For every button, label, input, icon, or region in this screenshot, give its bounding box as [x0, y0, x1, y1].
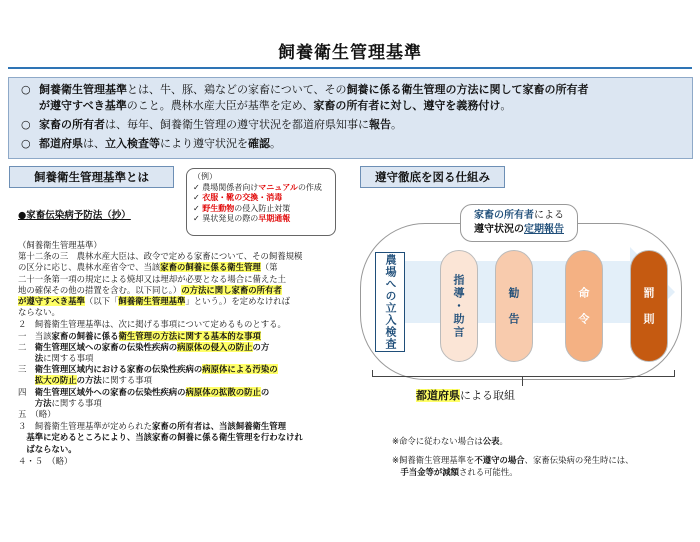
summary-text: 。	[270, 137, 281, 150]
example-text: 異状発見の際の	[202, 214, 259, 223]
summary-text: は、	[83, 137, 105, 150]
summary-text: とは、牛、豚、鶏などの家畜について、その	[127, 83, 347, 96]
report-owner: 家畜の所有者	[474, 210, 534, 221]
law-segment: 衛生管理区域内における家畜の伝染性疾病の	[34, 364, 203, 375]
law-segment: 病原体の拡散の防止	[185, 386, 261, 397]
law-line	[18, 285, 303, 296]
example-item	[193, 193, 329, 204]
law-segment: の方法に関し家畜の所有者	[181, 284, 282, 295]
law-segment: 一 当該	[18, 330, 52, 341]
law-segment: 三	[18, 364, 35, 375]
note-segment: される可能性。	[459, 467, 518, 477]
law-line	[18, 307, 303, 318]
example-item	[193, 214, 329, 225]
law-line	[18, 240, 303, 251]
summary-text: 立入検査等	[105, 137, 160, 150]
periodic-report-box	[460, 204, 578, 242]
note-segment: ※飼養衛生管理基準を	[392, 455, 475, 465]
law-segment: ３ 飼養衛生管理基準が定められた	[18, 421, 152, 432]
law-segment: （飼養衛生管理基準）	[18, 240, 102, 250]
note-segment: 不遵守の場合	[474, 455, 525, 465]
summary-text: は、毎年、飼養衛生管理の遵守状況を都道府県知事に	[105, 118, 369, 131]
law-segment: 二十一条第一項の規定による焼却又は埋却が必要となる場合に備えた土	[18, 273, 286, 284]
law-segment: ならない。	[18, 307, 60, 318]
example-text: 衣服・靴の交換・消毒	[202, 193, 283, 202]
summary-line-4	[21, 137, 281, 151]
law-line	[18, 387, 303, 398]
law-segment: 衛生管理の方法に関する基本的な事項	[118, 330, 261, 341]
note-segment: ※命令に従わない場合は	[392, 436, 483, 446]
enforcement-step: 勧 告	[495, 250, 533, 362]
law-segment: 衛生管理区域外への家畜の伝染性疾病の	[34, 386, 186, 397]
bullet-marker: ○	[21, 137, 31, 150]
law-segment: に関する事項	[51, 397, 102, 408]
law-segment: 病原体による汚染の	[202, 364, 278, 375]
law-line	[18, 331, 303, 342]
law-segment: 四	[18, 386, 35, 397]
note-segment: 、家畜伝染病の発生時には、	[524, 455, 634, 465]
section-header-compliance: 遵守徹底を図る仕組み	[360, 166, 505, 188]
summary-line-3	[21, 118, 402, 132]
note-segment: 公表	[482, 436, 500, 446]
enforcement-step: 指導・助言	[440, 250, 478, 362]
law-segment: 地の確保その他の措置を含む。以下同じ。）	[18, 284, 182, 295]
law-segment: の区分に応じ、農林水産省令で、当該	[18, 262, 161, 273]
prefecture-bracket	[372, 370, 675, 377]
law-segment: 二	[18, 341, 35, 352]
prefecture-label	[416, 387, 515, 403]
example-box	[186, 168, 336, 236]
law-segment: （以下「	[84, 296, 119, 307]
law-segment: 方法	[34, 397, 52, 408]
summary-text: 飼養衛生管理基準	[39, 83, 127, 96]
law-line	[18, 432, 303, 443]
inspection-box: 農場への立入検査	[375, 252, 405, 352]
note-segment: 手当金等が減額	[400, 467, 459, 477]
example-text: の作成	[297, 182, 322, 192]
note-line	[392, 467, 518, 478]
example-item	[193, 204, 329, 215]
report-text: による	[534, 210, 564, 221]
prefecture-rest: による取組	[460, 389, 515, 402]
bullet-marker: ○	[21, 83, 31, 96]
law-segment: 」という。）を定めなければ	[185, 296, 291, 307]
check-icon: ✓	[193, 182, 200, 192]
summary-box	[8, 77, 693, 159]
law-text	[18, 240, 303, 467]
summary-text: 家畜の所有者に対し、遵守を義務付け	[313, 99, 501, 112]
law-line	[18, 398, 303, 409]
law-segment: ばならない。	[26, 443, 77, 454]
summary-text: 家畜の所有者	[39, 118, 105, 131]
summary-text: により遵守状況を	[160, 137, 248, 150]
check-icon: ✓	[193, 203, 200, 213]
law-line	[18, 409, 303, 420]
law-segment: の	[260, 386, 270, 397]
law-segment	[18, 375, 35, 385]
summary-line-1	[21, 83, 589, 97]
law-segment: 家畜の飼養に係る衛生管理	[160, 262, 261, 273]
summary-text: 。	[500, 99, 512, 112]
note-line	[392, 455, 634, 466]
law-segment: が遵守すべき基準	[18, 296, 85, 307]
summary-text: 都道府県	[39, 137, 83, 150]
bullet-marker: ○	[21, 118, 31, 131]
law-subheading: ●家畜伝染病予防法（抄）	[18, 210, 131, 221]
example-text: 農場関係者向け	[202, 182, 259, 192]
check-icon: ✓	[193, 193, 200, 202]
law-line	[18, 251, 303, 262]
example-text: 早期通報	[258, 214, 291, 223]
law-line	[18, 375, 303, 386]
law-segment: 拡大の防止	[34, 375, 77, 386]
summary-text: 確認	[248, 137, 270, 150]
page-title: 飼養衛生管理基準	[278, 43, 422, 63]
law-segment: 病原体の侵入の防止	[177, 341, 253, 352]
prefecture-name: 都道府県	[416, 389, 460, 402]
law-line	[18, 421, 303, 432]
summary-text: のこと。農林水産大臣が基準を定め、	[126, 99, 314, 112]
summary-text: 。	[391, 118, 402, 131]
law-line	[18, 353, 303, 364]
example-item	[193, 183, 329, 194]
title-divider	[8, 67, 692, 69]
law-segment: ４・５ （略）	[18, 455, 73, 466]
law-line	[18, 296, 303, 307]
law-segment: 五 （略）	[18, 409, 56, 420]
enforcement-step: 罰 則	[630, 250, 668, 362]
report-periodic: 定期報告	[524, 224, 564, 235]
summary-text: 飼養に係る衛生管理の方法に関して家畜の所有者	[346, 83, 589, 96]
summary-text: 報告	[369, 118, 391, 131]
summary-line-2	[21, 99, 511, 113]
law-segment: 法	[34, 353, 44, 364]
example-text: の侵入防止対策	[234, 203, 291, 213]
law-segment	[18, 398, 35, 408]
law-segment: 衛生管理区域への家畜の伝染性疾病の	[34, 341, 178, 352]
law-line	[18, 364, 303, 375]
law-segment: に関する事項	[43, 353, 94, 364]
law-segment: の方	[252, 341, 270, 352]
law-line	[18, 262, 303, 273]
law-line	[18, 319, 303, 330]
law-line	[18, 274, 303, 285]
note-segment: 。	[499, 436, 508, 446]
note-line	[392, 436, 508, 447]
law-segment: 飼養衛生管理基準	[118, 296, 186, 307]
law-segment: 第十二条の三 農林水産大臣は、政令で定める家畜について、その飼養規模	[18, 251, 303, 262]
check-icon: ✓	[193, 214, 200, 223]
law-line	[18, 342, 303, 353]
law-line	[18, 444, 303, 455]
law-segment: 家畜の飼養に係る	[51, 330, 119, 341]
law-segment: ２ 飼養衛生管理基準は、次に掲げる事項について定めるものとする。	[18, 319, 286, 330]
prefecture-bracket-tick	[522, 376, 523, 386]
example-label: （例）	[193, 172, 217, 181]
report-text: 遵守状況の	[474, 224, 524, 235]
summary-text: が遵守すべき基準	[39, 99, 127, 112]
law-segment: の方法	[76, 375, 102, 386]
section-header-standard: 飼養衛生管理基準とは	[9, 166, 174, 188]
example-text: 野生動物	[202, 203, 235, 213]
example-text: マニュアル	[258, 182, 298, 192]
law-segment: 基準に定めるところにより、当該家畜の飼養に係る衛生管理を行わなけれ	[26, 432, 303, 443]
law-segment: （第	[260, 262, 278, 273]
law-segment	[18, 353, 35, 363]
law-segment: に関する事項	[101, 375, 152, 386]
enforcement-step: 命 令	[565, 250, 603, 362]
law-line	[18, 456, 303, 467]
law-segment: 家畜の所有者は、当該飼養衛生管理	[152, 421, 286, 432]
